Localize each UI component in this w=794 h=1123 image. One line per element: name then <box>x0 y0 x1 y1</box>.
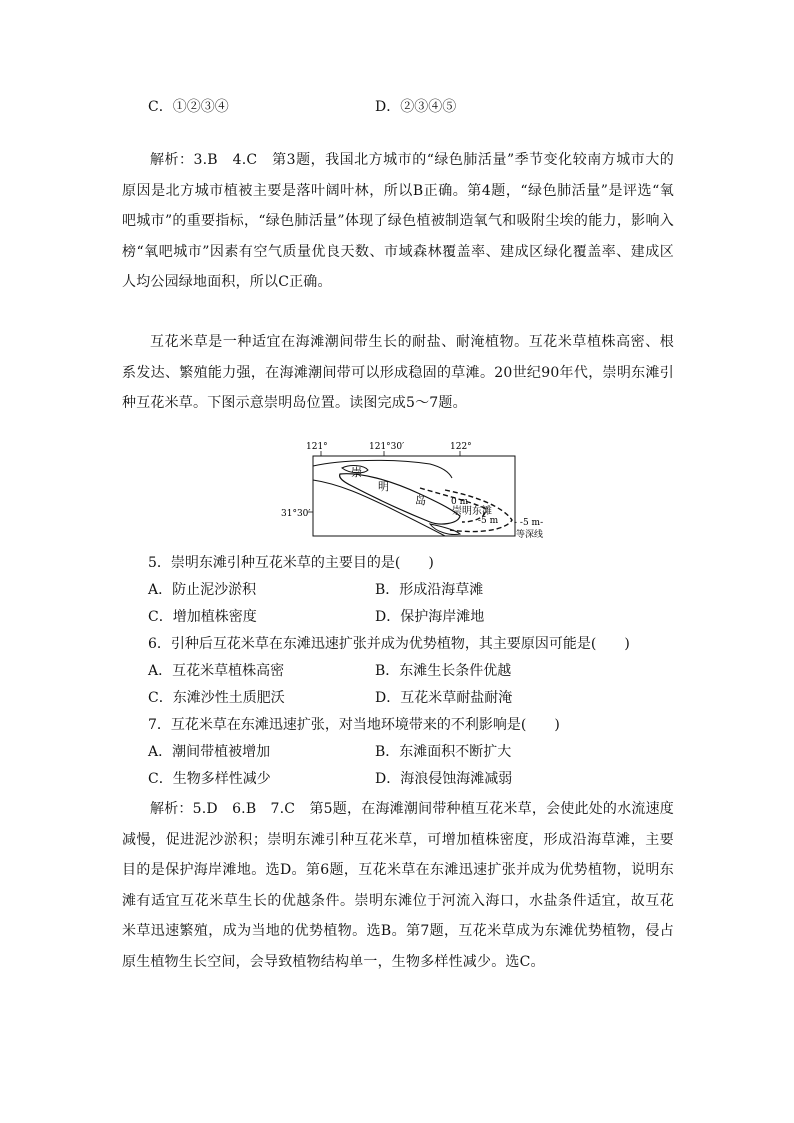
map-lon-122: 122° <box>450 442 472 452</box>
legend-contour-name: 等深线 <box>516 530 544 540</box>
analysis-5-7: 解析：5.D 6.B 7.C 第5题，在海滩潮间带种植互花米草，会使此处的水流速度减慢，促进泥沙淤积；崇明东滩引种互花米草，可增加植株密度，形成沿海草滩，主要目的是保护海岸滩地。选D。第6题，互花米草在东滩迅速扩张并成为优势植物，说明东滩有适宜互花米草生长的优越条件。崇明东滩位于河流入海口，水盐条件适宜，故互花米草迅速繁殖，成为当地的优势植物。选B。第7题，互花米草成为东滩优势植物，侵占原生植物生长空间，会导致植物结构单一，生物多样性减少。选C。 <box>122 801 674 970</box>
label-minus-5m: -5 m <box>478 516 499 526</box>
q7-option-b: B．东滩面积不断扩大 <box>375 744 512 760</box>
map-lon-121: 121° <box>306 442 328 452</box>
q5-option-c: C．增加植株密度 <box>148 609 257 625</box>
option-c: C．①②③④ <box>148 99 229 115</box>
q5-option-a: A．防止泥沙淤积 <box>148 582 257 598</box>
option-d: D．②③④⑤ <box>375 99 457 115</box>
chongming-island <box>340 474 460 524</box>
label-east-beach: 崇明东滩 <box>452 506 492 517</box>
q6-option-b: B．东滩生长条件优越 <box>375 663 512 679</box>
island-char-2: 明 <box>378 480 389 493</box>
analysis-3-4: 解析：3.B 4.C 第3题，我国北方城市的“绿色肺活量”季节变化较南方城市大的原因是北方城市植被主要是落叶阔叶林，所以B正确。第4题，“绿色肺活量”是评选“氧吧城市”的重要指标，“绿色肺活量”体现了绿色植被制造氧气和吸附尘埃的能力，影响入榜“氧吧城市”因素有空气质量优良天数、市域森林覆盖率、建成区绿化覆盖率、建成区人均公园绿地面积，所以C正确。 <box>122 152 674 290</box>
island-char-3: 岛 <box>415 494 426 507</box>
q5-option-d: D．保护海岸滩地 <box>375 609 485 625</box>
lower-island <box>430 524 460 535</box>
q6-option-a: A．互花米草植株高密 <box>148 663 285 679</box>
map-lat-31-30: 31°30′ <box>281 509 311 519</box>
q7-option-d: D．海浪侵蚀海滩减弱 <box>375 771 513 787</box>
intro-paragraph: 互花米草是一种适宜在海滩潮间带生长的耐盐、耐淹植物。互花米草植株高密、根系发达、繁殖能力强，在海滩潮间带可以形成稳固的草滩。20世纪90年代，崇明东滩引种互花米草。下图示意崇明岛位置。读图完成5～7题。 <box>122 334 674 411</box>
q7-option-a: A．潮间带植被增加 <box>148 744 271 760</box>
map-lon-121-30: 121°30′ <box>369 442 405 452</box>
question-7: 7．互花米草在东滩迅速扩张，对当地环境带来的不利影响是( ) <box>148 717 560 733</box>
legend-contour-line: - -5 m- <box>514 518 544 528</box>
q5-option-b: B．形成沿海草滩 <box>375 582 484 598</box>
q6-option-c: C．东滩沙性土质肥沃 <box>148 690 285 706</box>
question-6: 6．引种后互花米草在东滩迅速扩张并成为优势植物，其主要原因可能是( ) <box>148 636 630 652</box>
island-char-1: 崇 <box>351 466 362 479</box>
q7-option-c: C．生物多样性减少 <box>148 771 271 787</box>
question-5: 5．崇明东滩引种互花米草的主要目的是( ) <box>148 555 434 571</box>
label-0m: 0 m <box>451 497 469 507</box>
q6-option-d: D．互花米草耐盐耐淹 <box>375 690 513 706</box>
chongming-map <box>280 438 550 542</box>
north-bank <box>313 460 452 478</box>
